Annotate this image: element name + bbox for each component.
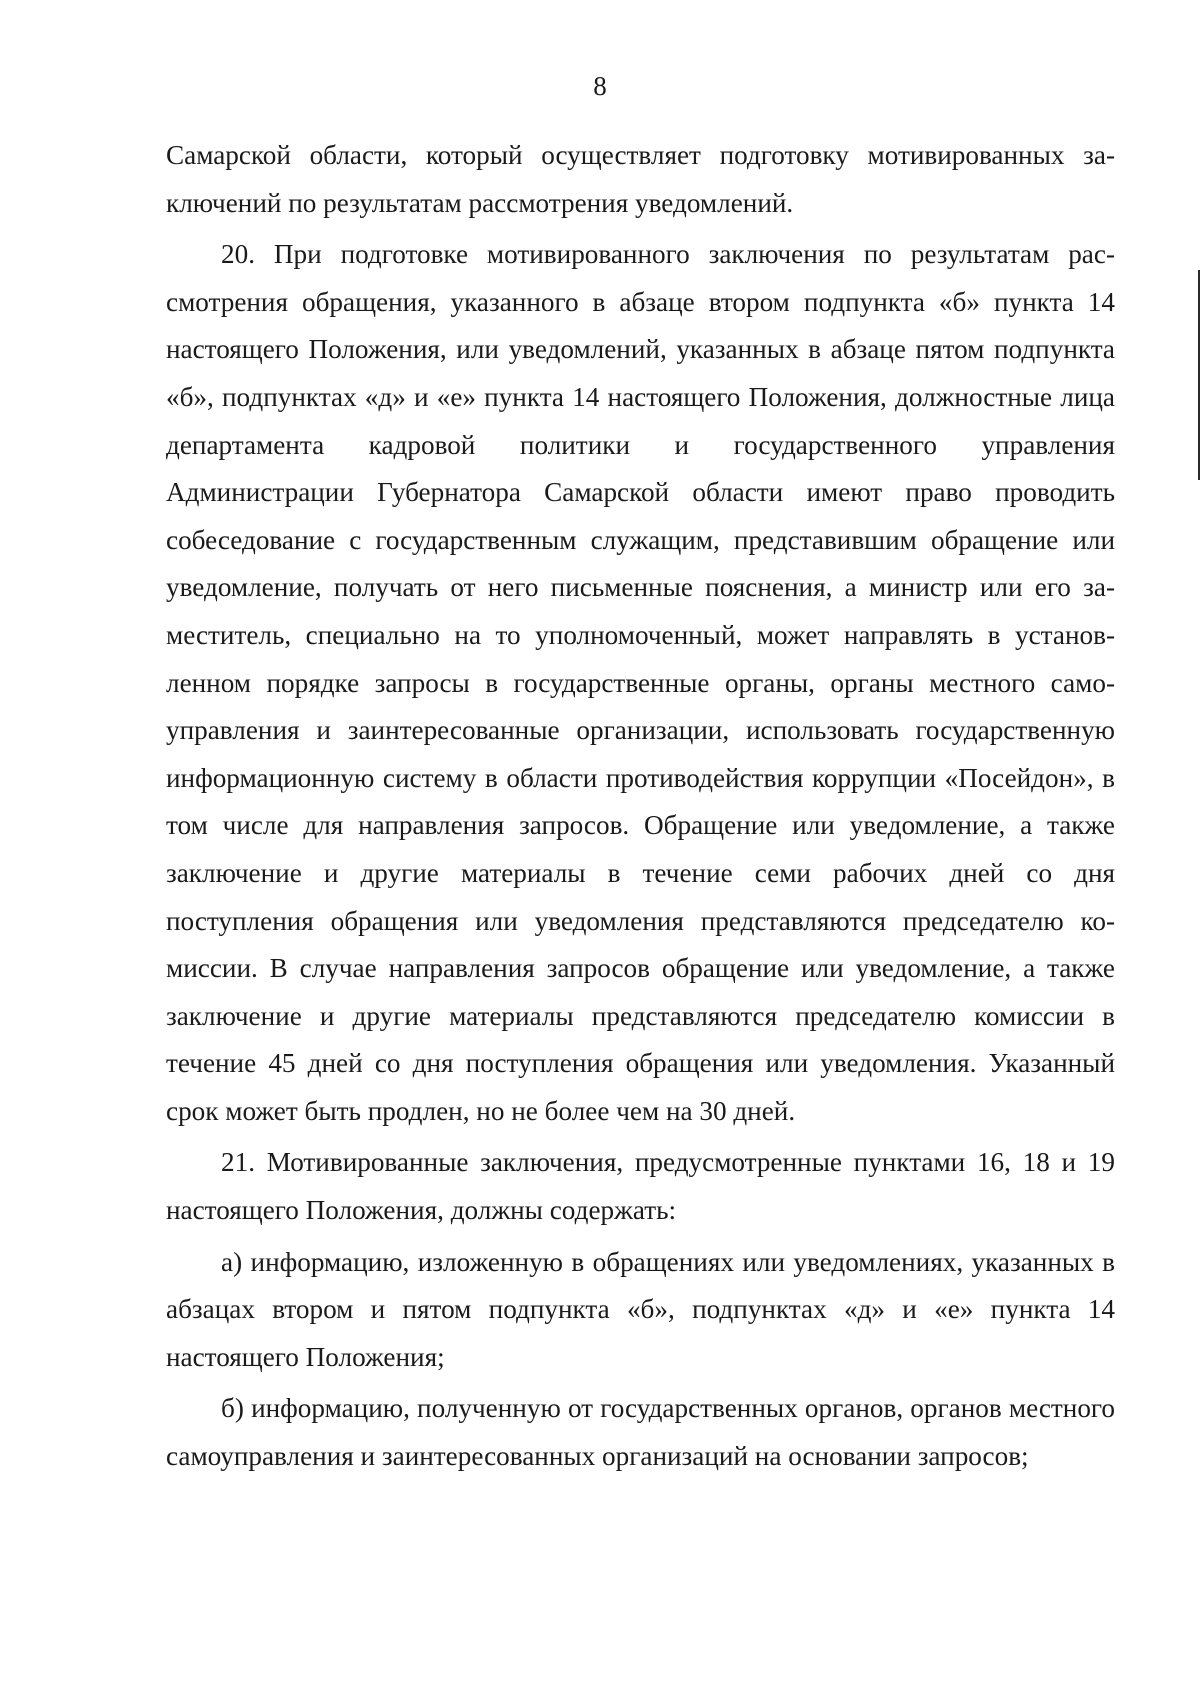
- paragraph-item-20: 20. При подготовке мотивированного заключения по результатам рассмотрения обращения, указанного в абзаце втором подпункта «б» пункта 14 настоящего Положения, или уведомлений, указанных в абзаце пятом подпункта «б», подпунктах «д» и «е» пункта 14 настоящего Положения, должностные лица департамента кадровой политики и государственного управления Администрации Губернатора Самарской области имеют право проводить собеседование с государственным служащим, представившим обращение или уведомление, получать от него письменные пояснения, а министр или его заместитель, специально на то уполномоченный, может направлять в установленном порядке запросы в государственные органы, органы местного самоуправления и заинтересованные организации, использовать государственную информационную систему в области противодействия коррупции «Посейдон», в том числе для направления запросов. Обращение или уведомление, а также заключение и другие материалы в течение семи рабочих дней со дня поступления обращения или уведомления представляются председателю комиссии. В случае направления запросов обращение или уведомление, а также заключение и другие материалы представляются председателю комиссии в течение 45 дней со дня поступления обращения или уведомления. Указанный срок может быть продлен, но не более чем на 30 дней.: [166, 239, 1115, 1126]
- paragraph-subitem-a: а) информацию, изложенную в обращениях или уведомлениях, указанных в абзацах втором и пятом подпункта «б», подпунктах «д» и «е» пункта 14 настоящего Положения;: [166, 1246, 1115, 1372]
- paragraph-subitem-b: б) информацию, полученную от государственных органов, органов местного самоуправления и заинтересованных организаций на основании запросов;: [166, 1393, 1115, 1472]
- paragraph-item-21: 21. Мотивированные заключения, предусмотренные пунктами 16, 18 и 19 настоящего Положения, должны содержать:: [166, 1147, 1115, 1226]
- paragraph-continuation: Самарской области, который осуществляет подготовку мотивированных заключений по результатам рассмотрения уведомлений.: [166, 140, 1115, 218]
- page-number: 8: [593, 71, 607, 101]
- document-body: [166, 132, 1115, 1485]
